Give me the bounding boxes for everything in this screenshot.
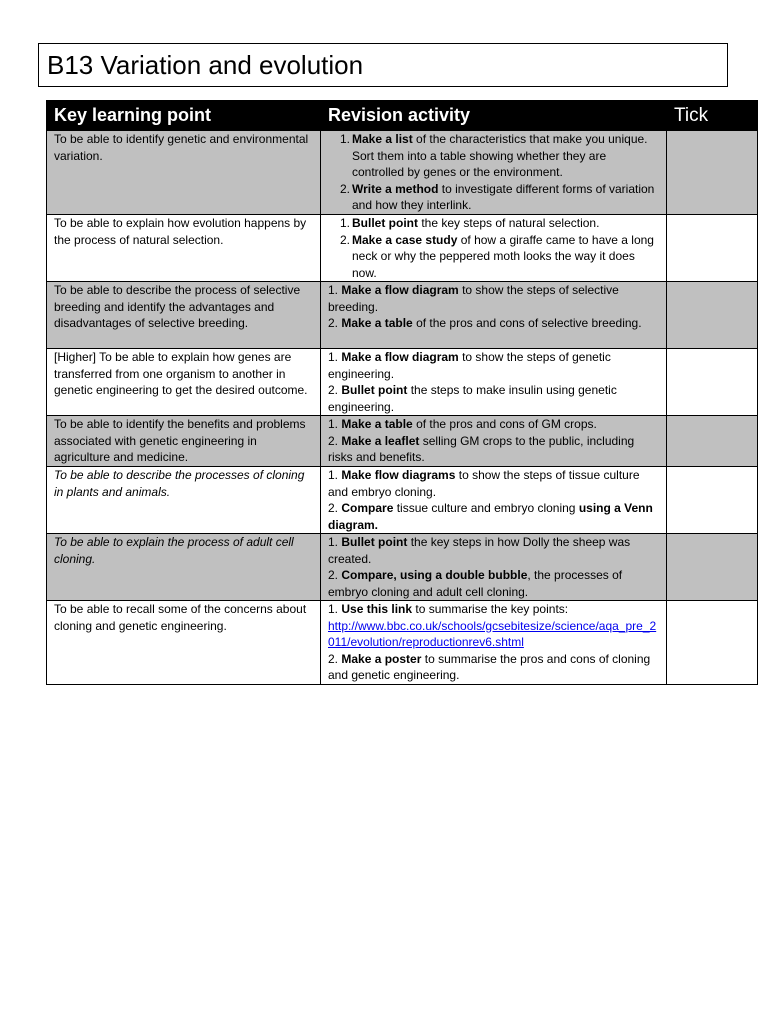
activity-item: 2. Make a leaflet selling GM crops to the public, including risks and benefits. <box>328 433 635 464</box>
tick-cell[interactable] <box>667 467 758 534</box>
learning-point-text: To be able to identify the benefits and problems associated with genetic engineering in agriculture and medicine. <box>54 417 306 464</box>
learning-point-text: To be able to recall some of the concerns about cloning and genetic engineering. <box>54 602 307 633</box>
activity-item: 2. Make a table of the pros and cons of selective breeding. <box>328 316 642 330</box>
activity-cell <box>321 601 667 685</box>
activity-item: 1. Make a flow diagram to show the steps of genetic engineering. <box>328 350 611 381</box>
learning-point-text: To be able to describe the process of selective breeding and identify the advantages and disadvantages of selective breeding. <box>54 283 301 330</box>
activity-item: 1. Make flow diagrams to show the steps of tissue culture and embryo cloning. <box>328 468 640 499</box>
tick-cell[interactable] <box>667 601 758 685</box>
activity-cell <box>321 349 667 416</box>
learning-point-text: To be able to explain the process of adult cell cloning. <box>54 535 294 566</box>
header-row <box>47 101 758 131</box>
learning-point-cell <box>47 467 321 534</box>
activity-item: 2. Compare, using a double bubble, the processes of embryo cloning and adult cell cloning. <box>328 568 623 599</box>
tick-cell[interactable] <box>667 416 758 467</box>
activity-item: 2. Bullet point the steps to make insulin using genetic engineering. <box>328 383 617 414</box>
tick-cell[interactable] <box>667 215 758 282</box>
table-row <box>47 349 758 416</box>
activity-cell <box>321 467 667 534</box>
learning-point-text: To be able to explain how evolution happens by the process of natural selection. <box>54 216 307 247</box>
activity-cell <box>321 282 667 349</box>
learning-point-cell <box>47 534 321 601</box>
tick-cell[interactable] <box>667 534 758 601</box>
table-row <box>47 131 758 215</box>
table-row <box>47 467 758 534</box>
table-row <box>47 534 758 601</box>
revision-table <box>46 100 758 685</box>
activity-item: 2. Make a case study of how a giraffe came to have a long neck or why the peppered moth looks the way it does now. <box>340 232 654 280</box>
table-row <box>47 282 758 349</box>
learning-point-cell <box>47 215 321 282</box>
header-key-learning-point: Key learning point <box>47 101 321 131</box>
activity-item: 1. Make a flow diagram to show the steps of selective breeding. <box>328 283 619 314</box>
table-row <box>47 416 758 467</box>
title-box <box>38 43 728 87</box>
activity-cell <box>321 416 667 467</box>
learning-point-text: To be able to identify genetic and environmental variation. <box>54 132 309 163</box>
learning-point-cell <box>47 282 321 349</box>
learning-point-text: [Higher] To be able to explain how genes are transferred from one organism to another in genetic engineering to get the desired outcome. <box>54 350 308 397</box>
activity-cell <box>321 215 667 282</box>
tick-cell[interactable] <box>667 349 758 416</box>
activity-cell <box>321 131 667 215</box>
learning-point-cell <box>47 601 321 685</box>
activity-item: 1. Bullet point the key steps of natural selection. <box>340 216 600 230</box>
activity-item: 2. Make a poster to summarise the pros and cons of cloning and genetic engineering. <box>328 651 651 682</box>
learning-point-cell <box>47 349 321 416</box>
page-title: B13 Variation and evolution <box>47 50 364 80</box>
tick-cell[interactable] <box>667 131 758 215</box>
activity-cell <box>321 534 667 601</box>
header-tick: Tick <box>667 101 758 131</box>
activity-item: 1. Make a list of the characteristics that make you unique. Sort them into a table showing whether they are controlled by genes or the environment. <box>340 132 648 179</box>
activity-item: 2. Write a method to investigate different forms of variation and how they interlink. <box>340 181 655 212</box>
learning-point-text: To be able to describe the processes of cloning in plants and animals. <box>54 468 305 499</box>
tick-cell[interactable] <box>667 282 758 349</box>
activity-item: 1. Use this link to summarise the key points: <box>328 602 569 616</box>
table-row <box>47 215 758 282</box>
bbc-bitesize-link[interactable]: http://www.bbc.co.uk/schools/gcsebitesize/science/aqa_pre_2011/evolution/reproductionrev6.shtml <box>328 618 657 649</box>
header-revision-activity: Revision activity <box>321 101 667 131</box>
activity-item: 2. Compare tissue culture and embryo cloning using a Venn diagram. <box>328 501 653 532</box>
activity-item: 1. Bullet point the key steps in how Dolly the sheep was created. <box>328 535 631 566</box>
learning-point-cell <box>47 131 321 215</box>
learning-point-cell <box>47 416 321 467</box>
table-row <box>47 601 758 685</box>
activity-item: 1. Make a table of the pros and cons of GM crops. <box>328 417 597 431</box>
